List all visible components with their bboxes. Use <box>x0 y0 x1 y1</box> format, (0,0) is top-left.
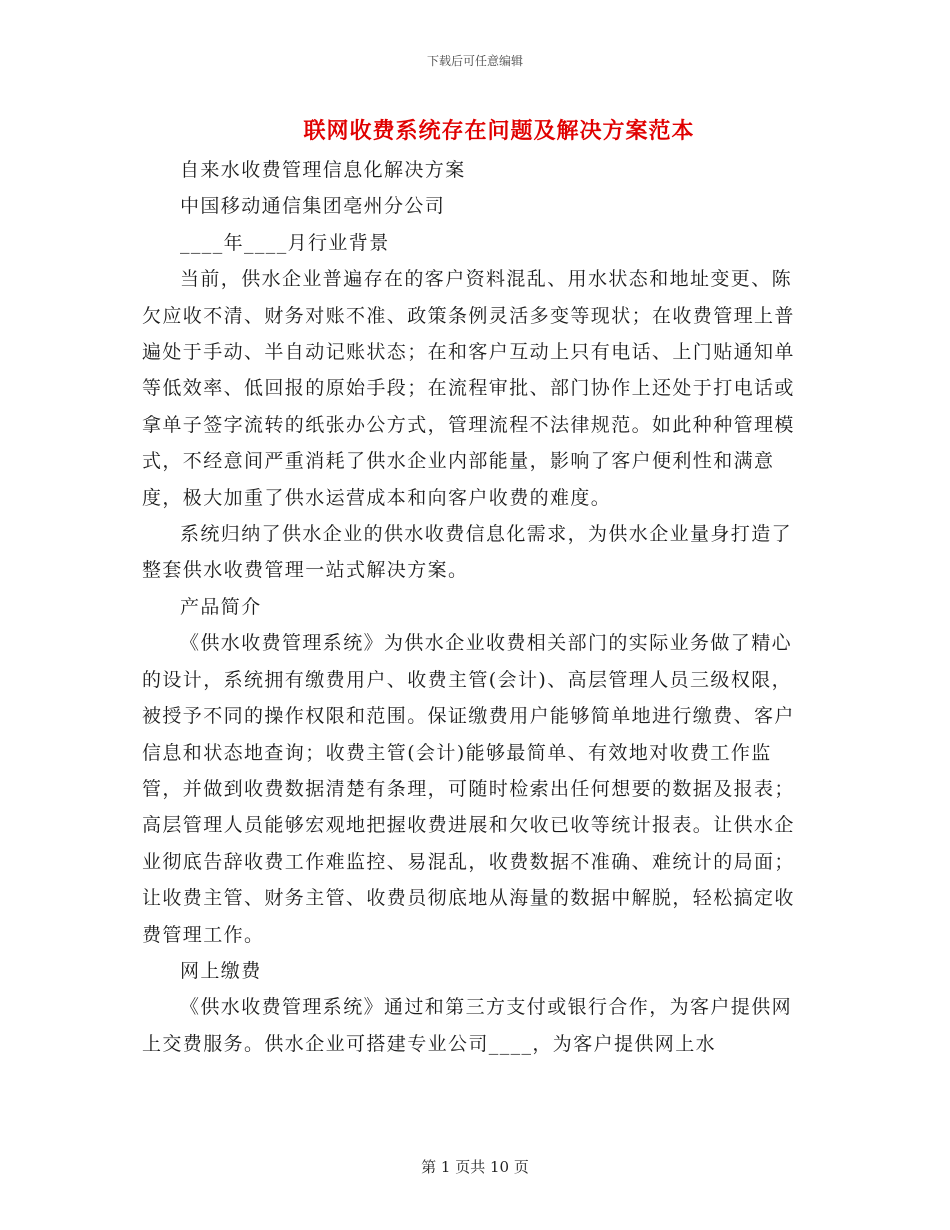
paragraph-subtitle: 自来水收费管理信息化解决方案 <box>180 159 466 181</box>
paragraph-product-intro: 《供水收费管理系统》为供水企业收费相关部门的实际业务做了精心的设计，系统拥有缴费用户、收费主管(会计)、高层管理人员三级权限，被授予不同的操作权限和范围。保证缴费用户能够简单地进行缴费、客户信息和状态地查询；收费主管(会计)能够最简单、有效地对收费工作监管，并做到收费数据清楚有条理，可随时检索出任何想要的数据及报表；高层管理人员能够宏观地把握收费进展和欠收已收等统计报表。让供水企业彻底告辞收费工作难监控、易混乱，收费数据不准确、难统计的局面；让收费主管、财务主管、收费员彻底地从海量的数据中解脱，轻松搞定收费管理工作。 <box>142 632 795 946</box>
document-body <box>142 152 812 1062</box>
paragraph-date-background: ____年____月行业背景 <box>180 231 390 254</box>
paragraph-current-situation: 当前，供水企业普遍存在的客户资料混乱、用水状态和地址变更、陈欠应收不清、财务对账不准、政策条例灵活多变等现状；在收费管理上普遍处于手动、半自动记账状态；在和客户互动上只有电话、上门贴通知单等低效率、低回报的原始手段；在流程审批、部门协作上还处于打电话或拿单子签字流转的纸张办公方式，管理流程不法律规范。如此种种管理模式，不经意间严重消耗了供水企业内部能量，影响了客户便利性和满意度，极大加重了供水运营成本和向客户收费的难度。 <box>142 268 795 509</box>
paragraph-company: 中国移动通信集团亳州分公司 <box>180 195 446 218</box>
paragraph-system-summary: 系统归纳了供水企业的供水收费信息化需求，为供水企业量身打造了整套供水收费管理一站式解决方案。 <box>142 523 793 582</box>
section-heading-product: 产品简介 <box>180 595 262 618</box>
paragraph-online-payment: 《供水收费管理系统》通过和第三方支付或银行合作，为客户提供网上交费服务。供水企业可搭建专业公司____，为客户提供网上水 <box>142 996 793 1055</box>
section-heading-online-payment: 网上缴费 <box>180 959 262 982</box>
page-footer: 第 1 页共 10 页 <box>421 1158 529 1176</box>
page-header-note: 下载后可任意编辑 <box>426 54 523 68</box>
document-title: 联网收费系统存在问题及解决方案范本 <box>303 118 695 144</box>
